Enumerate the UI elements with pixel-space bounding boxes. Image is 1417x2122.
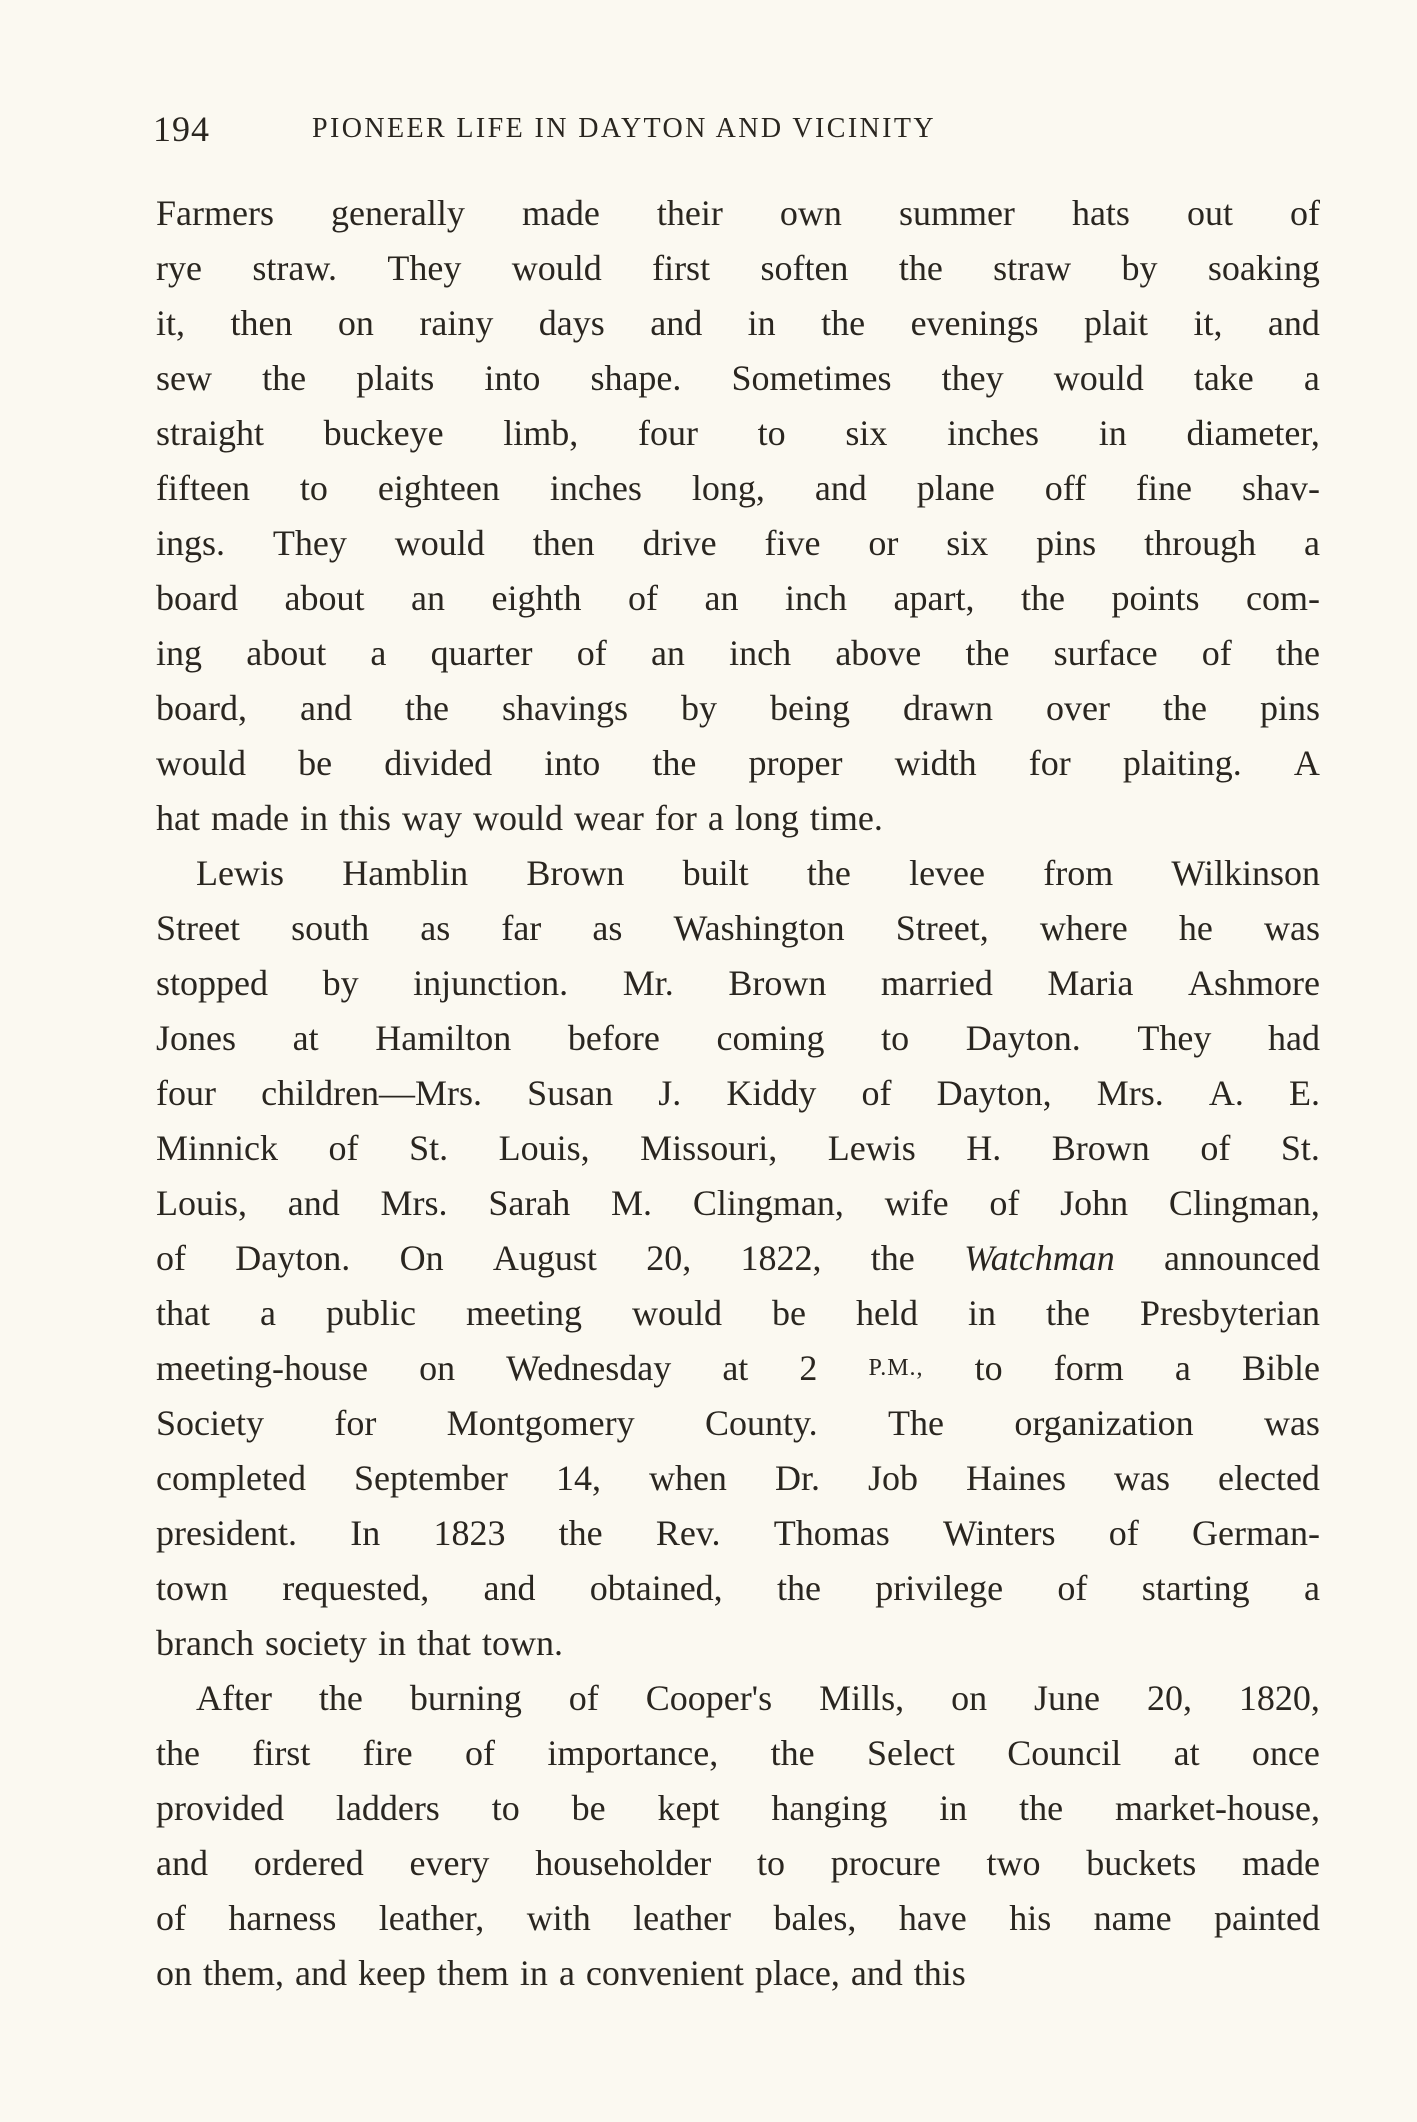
text-line: fifteen to eighteen inches long, and plane off fine shav- bbox=[156, 468, 1320, 508]
text-line: it, then on rainy days and in the evenings plait it, and bbox=[156, 303, 1320, 343]
text-line: and ordered every householder to procure two buckets made bbox=[156, 1843, 1320, 1883]
text-line: sew the plaits into shape. Sometimes they would take a bbox=[156, 358, 1320, 398]
text-line: straight buckeye limb, four to six inches in diameter, bbox=[156, 413, 1320, 453]
text-line: four children—Mrs. Susan J. Kiddy of Dayton, Mrs. A. E. bbox=[156, 1073, 1320, 1113]
text-line: that a public meeting would be held in the Presbyterian bbox=[156, 1293, 1320, 1333]
text-line: board, and the shavings by being drawn over the pins bbox=[156, 688, 1320, 728]
text-line: Society for Montgomery County. The organization was bbox=[156, 1403, 1320, 1443]
text-line: Jones at Hamilton before coming to Dayton. They had bbox=[156, 1018, 1320, 1058]
running-title: PIONEER LIFE IN DAYTON AND VICINITY bbox=[312, 113, 937, 144]
text-line: Minnick of St. Louis, Missouri, Lewis H. Brown of St. bbox=[156, 1128, 1320, 1168]
text-line: of Dayton. On August 20, 1822, the Watchman announced bbox=[156, 1238, 1320, 1278]
body-text bbox=[156, 186, 1320, 2001]
text-line: ing about a quarter of an inch above the surface of the bbox=[156, 633, 1320, 673]
text-line: Farmers generally made their own summer hats out of bbox=[156, 193, 1320, 233]
text-line: president. In 1823 the Rev. Thomas Winters of German- bbox=[156, 1513, 1320, 1553]
text-line: meeting-house on Wednesday at 2 P.M., to form a Bible bbox=[156, 1348, 1320, 1388]
text-line: would be divided into the proper width for plaiting. A bbox=[156, 743, 1320, 783]
text-line: ings. They would then drive five or six pins through a bbox=[156, 523, 1320, 563]
text-line: branch society in that town. bbox=[156, 1623, 563, 1663]
text-line: town requested, and obtained, the privilege of starting a bbox=[156, 1568, 1320, 1608]
page-header bbox=[153, 104, 1323, 154]
text-line: After the burning of Cooper's Mills, on June 20, 1820, bbox=[196, 1678, 1320, 1718]
text-line: Street south as far as Washington Street, where he was bbox=[156, 908, 1320, 948]
text-line: rye straw. They would first soften the straw by soaking bbox=[156, 248, 1320, 288]
text-line: completed September 14, when Dr. Job Haines was elected bbox=[156, 1458, 1320, 1498]
text-line: on them, and keep them in a convenient place, and this bbox=[156, 1953, 966, 1993]
text-line: of harness leather, with leather bales, have his name painted bbox=[156, 1898, 1320, 1938]
text-line: provided ladders to be kept hanging in the market-house, bbox=[156, 1788, 1320, 1828]
text-line: hat made in this way would wear for a long time. bbox=[156, 798, 883, 838]
text-line: Lewis Hamblin Brown built the levee from Wilkinson bbox=[196, 853, 1320, 893]
page-number: 194 bbox=[153, 109, 210, 149]
text-line: Louis, and Mrs. Sarah M. Clingman, wife of John Clingman, bbox=[156, 1183, 1320, 1223]
text-line: board about an eighth of an inch apart, the points com- bbox=[156, 578, 1320, 618]
text-line: stopped by injunction. Mr. Brown married Maria Ashmore bbox=[156, 963, 1320, 1003]
text-line: the first fire of importance, the Select Council at once bbox=[156, 1733, 1320, 1773]
